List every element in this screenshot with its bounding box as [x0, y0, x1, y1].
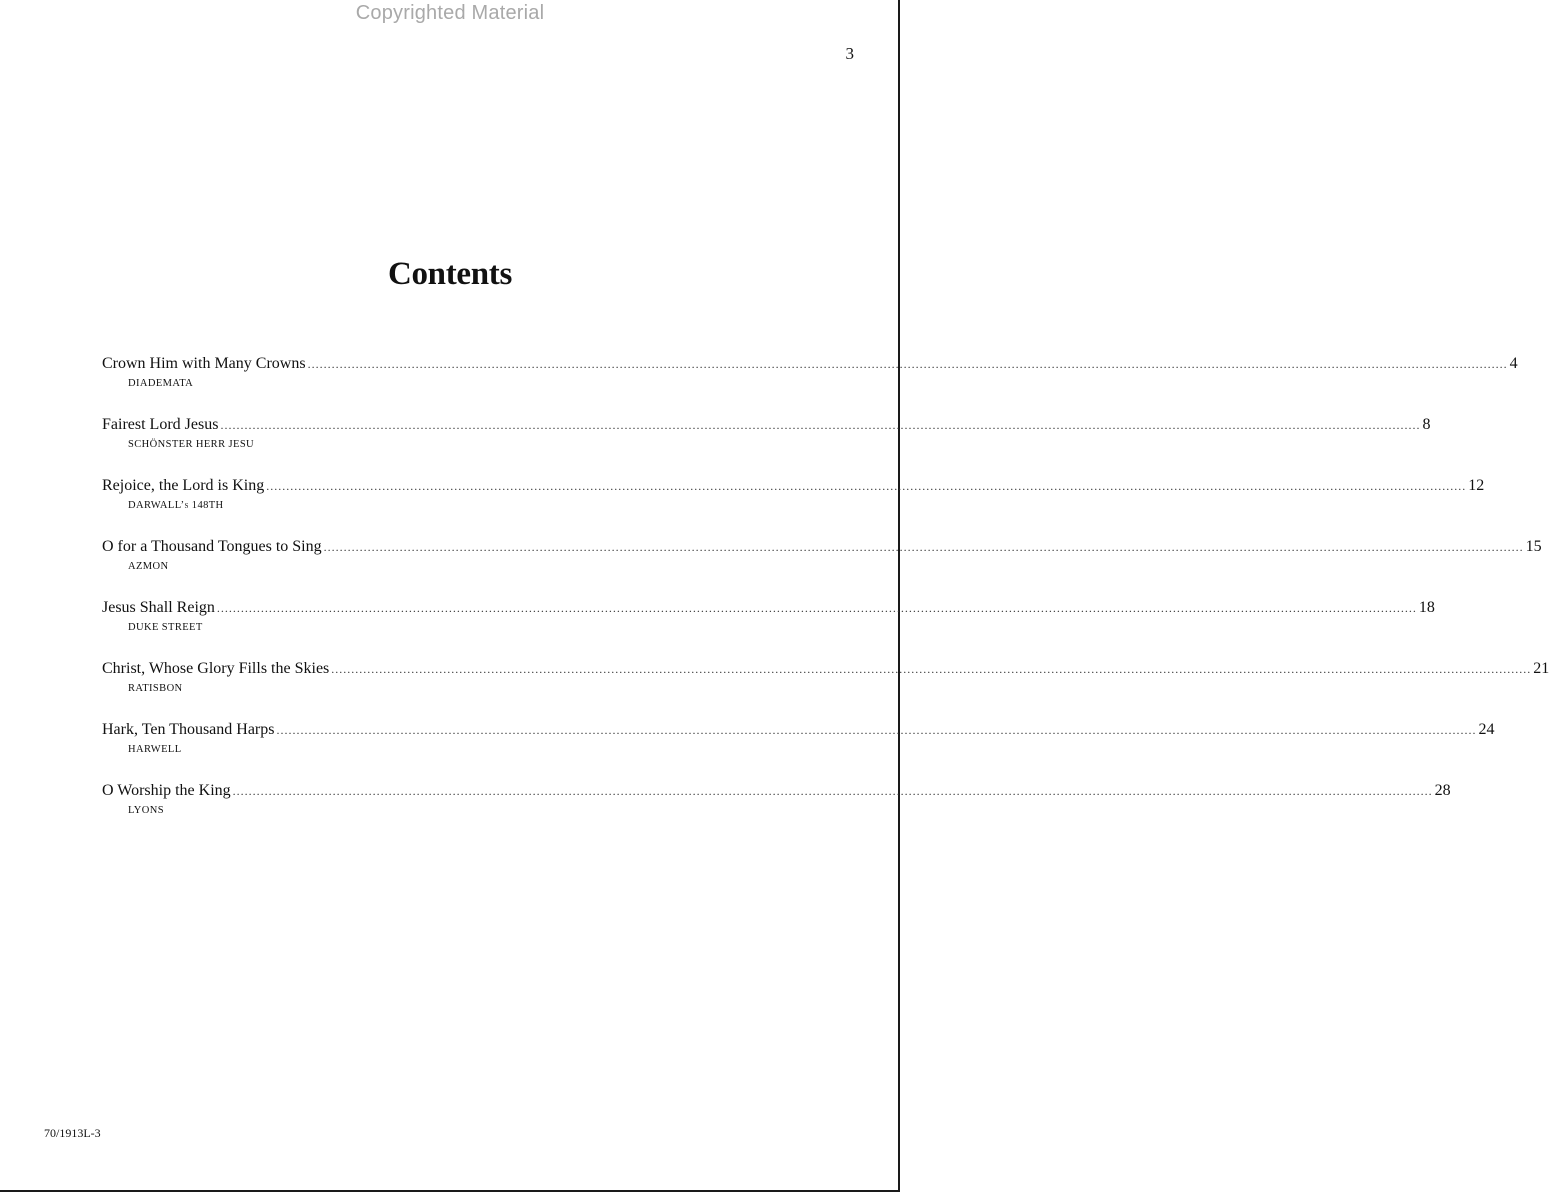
toc-entry-tune: AZMON	[128, 561, 169, 572]
dot-leader: ............................................................................................................................................................................................................................................................................................................	[216, 601, 1417, 615]
toc-entry	[102, 779, 1451, 840]
toc-line	[102, 474, 1485, 498]
dot-leader: ............................................................................................................................................................................................................................................................................................................	[220, 418, 1421, 432]
dot-leader: ............................................................................................................................................................................................................................................................................................................	[307, 357, 1508, 371]
toc-entry-page: 4	[1509, 355, 1518, 372]
toc-entry-page: 15	[1525, 538, 1542, 555]
toc-entry-tune: HARWELL	[128, 744, 182, 755]
toc-line	[102, 657, 1549, 681]
dot-leader: ............................................................................................................................................................................................................................................................................................................	[232, 784, 1433, 798]
toc-entry-title: O for a Thousand Tongues to Sing	[102, 538, 322, 555]
page-title: Contents	[387, 256, 513, 292]
toc-entry	[102, 352, 1518, 413]
toc-entry-title: Crown Him with Many Crowns	[102, 355, 306, 372]
toc-entry-title: Fairest Lord Jesus	[102, 416, 219, 433]
toc-entry	[102, 474, 1485, 535]
dot-leader: ............................................................................................................................................................................................................................................................................................................	[323, 540, 1524, 554]
toc-entry-tune: DUKE STREET	[128, 622, 203, 633]
catalog-number: 70/1913L-3	[44, 1126, 101, 1140]
copyright-watermark: Copyrighted Material	[355, 2, 545, 24]
toc-entry-page: 8	[1422, 416, 1431, 433]
toc-line	[102, 352, 1518, 376]
toc-entry-title: O Worship the King	[102, 782, 231, 799]
toc-entry	[102, 657, 1549, 718]
toc-entry-page: 12	[1468, 477, 1485, 494]
toc-entry-page: 24	[1478, 721, 1495, 738]
toc-line	[102, 413, 1431, 437]
toc-entry-tune: DIADEMATA	[128, 378, 194, 389]
dot-leader: ............................................................................................................................................................................................................................................................................................................	[276, 723, 1477, 737]
toc-entry	[102, 535, 1542, 596]
dot-leader: ............................................................................................................................................................................................................................................................................................................	[266, 479, 1467, 493]
toc-entry	[102, 413, 1431, 474]
toc-entry-page: 18	[1418, 599, 1435, 616]
toc-entry-title: Christ, Whose Glory Fills the Skies	[102, 660, 330, 677]
toc-line	[102, 779, 1451, 803]
toc-entry	[102, 718, 1495, 779]
toc-entry-tune: DARWALL’s 148TH	[128, 500, 224, 511]
toc-line	[102, 596, 1435, 620]
toc-entry	[102, 596, 1435, 657]
toc-entry-title: Hark, Ten Thousand Harps	[102, 721, 275, 738]
toc-entry-page: 21	[1533, 660, 1549, 677]
dot-leader: ............................................................................................................................................................................................................................................................................................................	[331, 662, 1532, 676]
toc-entry-tune: RATISBON	[128, 683, 183, 694]
table-of-contents	[102, 352, 1549, 840]
toc-line	[102, 535, 1542, 559]
toc-entry-page: 28	[1434, 782, 1451, 799]
toc-line	[102, 718, 1495, 742]
toc-entry-tune: SCHÖNSTER HERR JESU	[128, 439, 255, 450]
toc-entry-title: Rejoice, the Lord is King	[102, 477, 265, 494]
page-number: 3	[845, 44, 854, 63]
toc-entry-tune: LYONS	[128, 805, 164, 816]
toc-entry-title: Jesus Shall Reign	[102, 599, 215, 616]
